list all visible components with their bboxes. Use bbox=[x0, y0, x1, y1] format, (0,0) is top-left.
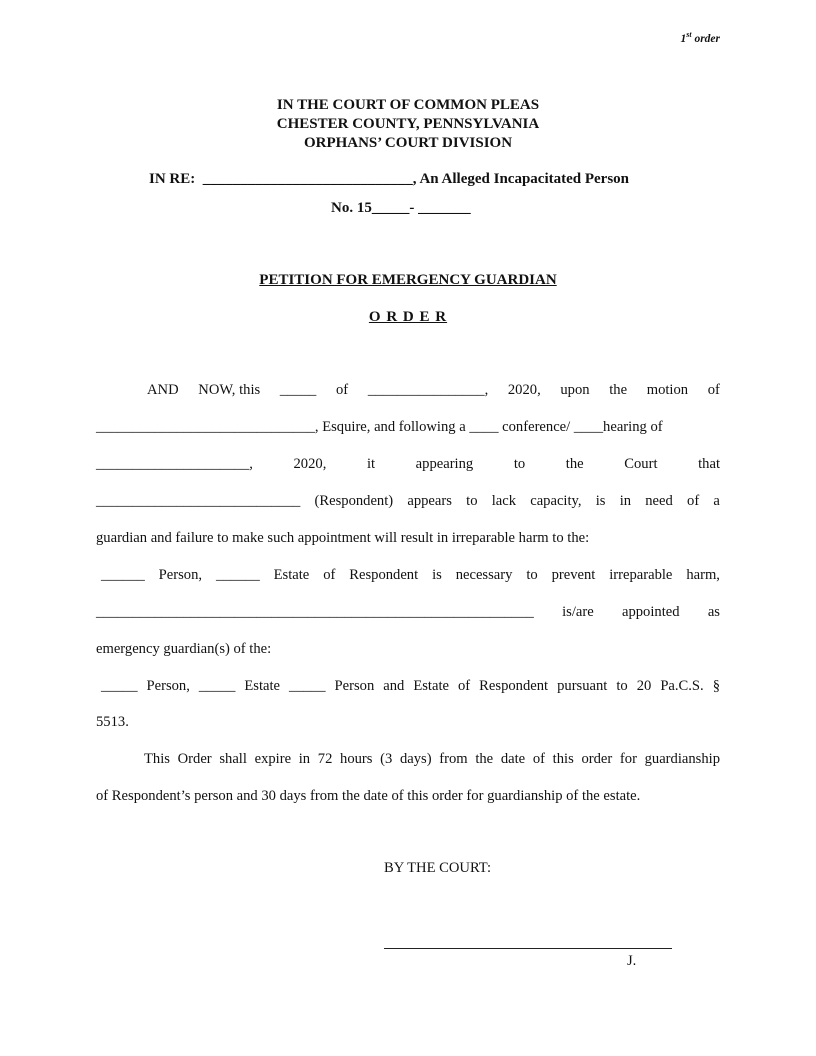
word: of bbox=[323, 567, 336, 583]
word: pursuant bbox=[557, 678, 608, 694]
word: to bbox=[513, 456, 526, 472]
word: is bbox=[595, 493, 606, 509]
order-number-suffix: st bbox=[686, 30, 692, 39]
word: this bbox=[552, 751, 574, 767]
word: from bbox=[439, 751, 468, 767]
estate-check-blank[interactable]: ______ bbox=[215, 567, 260, 583]
docket-number bbox=[331, 200, 471, 217]
word: expire bbox=[254, 751, 292, 767]
by-the-court: BY THE COURT: bbox=[384, 860, 492, 876]
judge-suffix: J. bbox=[627, 953, 637, 969]
docket-dash: - bbox=[409, 200, 415, 216]
body-line-7 bbox=[96, 604, 720, 621]
word: is bbox=[432, 567, 442, 583]
in-re-label: IN RE: bbox=[149, 171, 196, 187]
body-line-9 bbox=[101, 678, 720, 695]
word: Estate bbox=[273, 567, 310, 583]
word: in bbox=[619, 493, 632, 509]
person-check-blank-2[interactable]: _____ bbox=[101, 678, 138, 694]
word: This bbox=[144, 751, 170, 767]
respondent-name-blank[interactable]: ____________________________ bbox=[202, 171, 413, 187]
word: and bbox=[383, 678, 405, 694]
word: of bbox=[335, 382, 349, 398]
hearing-date-blank[interactable]: _____________________, bbox=[96, 456, 253, 472]
word: prevent bbox=[551, 567, 596, 583]
word: to bbox=[616, 678, 628, 694]
person-estate-check-blank[interactable]: _____ bbox=[289, 678, 326, 694]
body-line-6 bbox=[101, 567, 720, 584]
petition-title: PETITION FOR EMERGENCY GUARDIAN bbox=[259, 272, 557, 288]
word: appearing bbox=[415, 456, 474, 472]
word: need bbox=[645, 493, 673, 509]
alleged-incapacitated-label: , An Alleged Incapacitated Person bbox=[412, 171, 630, 187]
word: the bbox=[609, 382, 628, 398]
word: 20 bbox=[636, 678, 652, 694]
body-line-10: 5513. bbox=[96, 714, 129, 730]
order-number: 1 bbox=[680, 32, 687, 45]
body-line-8: emergency guardian(s) of the: bbox=[96, 641, 272, 657]
word: Estate bbox=[413, 678, 449, 694]
order-title: O R D E R bbox=[368, 309, 448, 325]
docket-label: No. 15 bbox=[331, 200, 372, 216]
guardian-name-blank[interactable]: ____________________________________________________________ bbox=[96, 604, 534, 620]
person-check-blank[interactable]: ______ bbox=[101, 567, 145, 583]
word: lack bbox=[491, 493, 517, 509]
body-line-3 bbox=[96, 456, 720, 473]
word: the bbox=[565, 456, 584, 472]
word: hours bbox=[340, 751, 373, 767]
month-blank[interactable]: ________________, bbox=[367, 382, 489, 398]
word: order bbox=[581, 751, 613, 767]
word: capacity, bbox=[530, 493, 582, 509]
order-number-label bbox=[680, 30, 720, 45]
word: upon bbox=[560, 382, 590, 398]
word: 72 bbox=[317, 751, 333, 767]
word: appears bbox=[407, 493, 452, 509]
docket-blank-1[interactable]: _____ bbox=[371, 200, 410, 216]
estate-check-blank-2[interactable]: _____ bbox=[198, 678, 236, 694]
word: Court bbox=[624, 456, 658, 472]
word: shall bbox=[219, 751, 247, 767]
word: harm, bbox=[686, 567, 720, 583]
body-line-1 bbox=[147, 382, 720, 399]
word: Order bbox=[177, 751, 212, 767]
word: the bbox=[475, 751, 494, 767]
word: of bbox=[458, 678, 471, 694]
body-line-4 bbox=[96, 493, 720, 510]
attorney-conference-text: ______________________________, Esquire, and following a ____ conference/ ____hearing of bbox=[96, 419, 663, 435]
word: of bbox=[687, 493, 700, 509]
word: of bbox=[707, 382, 720, 398]
court-header-line1: IN THE COURT OF COMMON PLEAS bbox=[276, 97, 540, 113]
word: Respondent bbox=[479, 678, 549, 694]
body-line-2 bbox=[96, 419, 663, 436]
word: (Respondent) bbox=[314, 493, 394, 509]
word: for bbox=[619, 751, 637, 767]
word: guardianship bbox=[644, 751, 720, 767]
word: NOW, this bbox=[198, 382, 261, 398]
word: in bbox=[298, 751, 311, 767]
docket-blank-2[interactable]: _______ bbox=[418, 200, 471, 216]
body-line-12: of Respondent’s person and 30 days from the date of this order for guardianship of the estate. bbox=[96, 788, 641, 804]
judge-signature-line[interactable] bbox=[384, 948, 672, 949]
word: Respondent bbox=[349, 567, 419, 583]
word: that bbox=[698, 456, 720, 472]
court-header-line3: ORPHANS’ COURT DIVISION bbox=[303, 135, 513, 151]
word: 2020, bbox=[507, 382, 541, 398]
word: motion bbox=[646, 382, 689, 398]
word: to bbox=[526, 567, 538, 583]
day-blank[interactable]: _____ bbox=[279, 382, 317, 398]
word: Person bbox=[334, 678, 375, 694]
respondent-blank[interactable]: ____________________________ bbox=[96, 493, 301, 509]
word: irreparable bbox=[609, 567, 673, 583]
word: (3 bbox=[380, 751, 393, 767]
word: of bbox=[532, 751, 545, 767]
word: a bbox=[713, 493, 720, 509]
word: as bbox=[707, 604, 720, 620]
word: it bbox=[366, 456, 376, 472]
order-word: order bbox=[694, 32, 720, 45]
word: appointed bbox=[621, 604, 680, 620]
word: is/are bbox=[562, 604, 594, 620]
word: AND bbox=[147, 382, 179, 398]
word: date bbox=[500, 751, 526, 767]
section-symbol: § bbox=[712, 678, 720, 694]
word: 2020, bbox=[293, 456, 327, 472]
body-line-11 bbox=[144, 751, 720, 768]
in-re-line bbox=[149, 171, 629, 188]
court-header-line2: CHESTER COUNTY, PENNSYLVANIA bbox=[276, 116, 540, 132]
word: to bbox=[466, 493, 478, 509]
word: days) bbox=[399, 751, 432, 767]
word: Person, bbox=[146, 678, 190, 694]
body-line-5: guardian and failure to make such appointment will result in irreparable harm to the: bbox=[96, 530, 590, 546]
word: Pa.C.S. bbox=[660, 678, 704, 694]
word: necessary bbox=[455, 567, 513, 583]
word: Estate bbox=[244, 678, 281, 694]
word: Person, bbox=[158, 567, 203, 583]
